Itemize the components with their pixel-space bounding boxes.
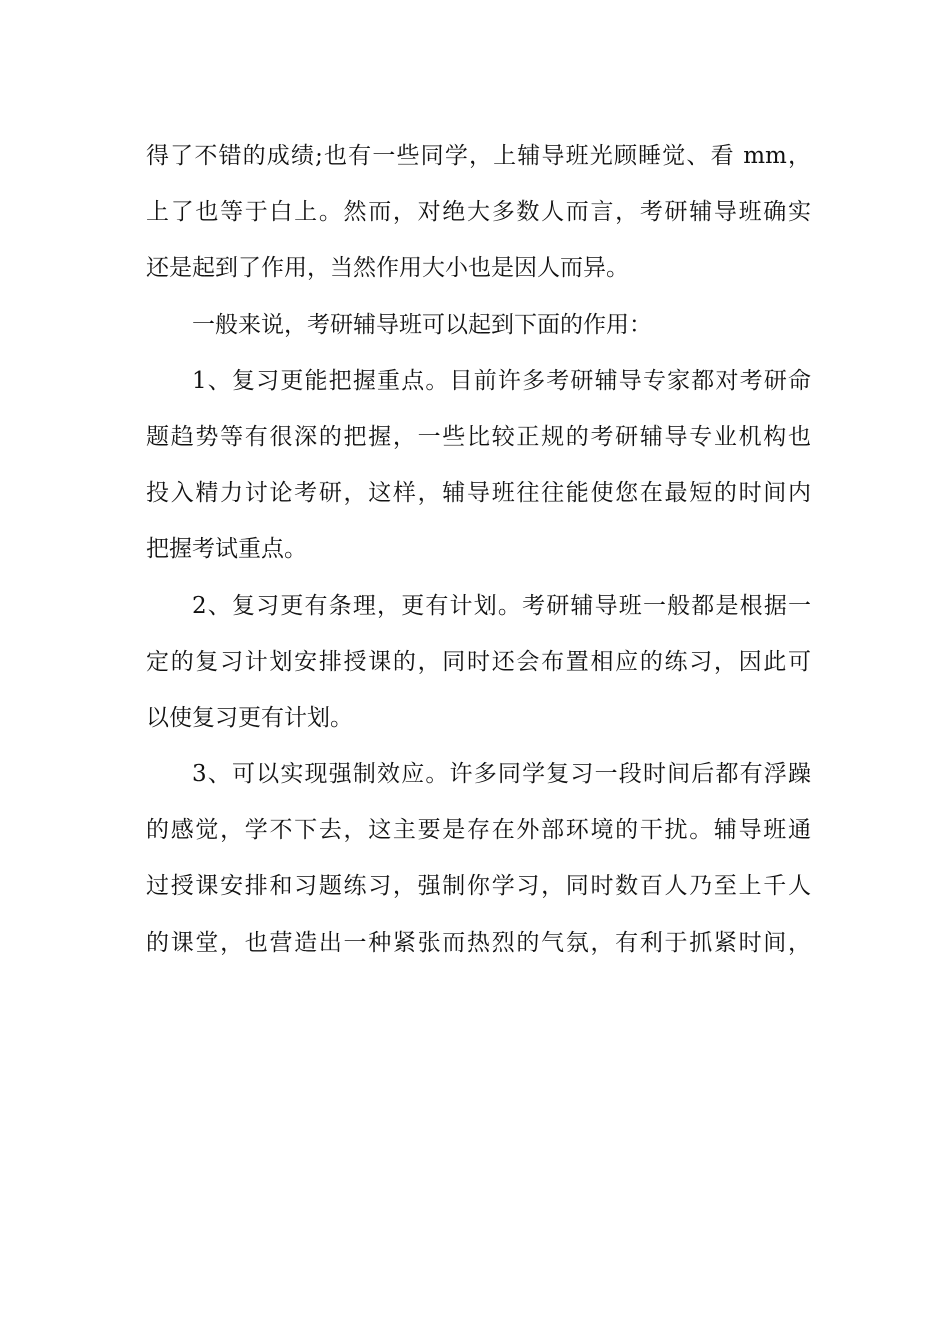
text-line: 的感觉，学不下去，这主要是存在外部环境的干扰。辅导班通: [146, 817, 811, 844]
text-line: 过授课安排和习题练习，强制你学习，同时数百人乃至上千人: [146, 873, 811, 900]
text-line: 题趋势等有很深的把握，一些比较正规的考研辅导专业机构也: [146, 423, 811, 450]
text-line: 定的复习计划安排授课的，同时还会布置相应的练习，因此可: [146, 648, 811, 675]
text-line: 投入精力讨论考研，这样，辅导班往往能使您在最短的时间内: [146, 480, 811, 507]
text-line: 3、可以实现强制效应。许多同学复习一段时间后都有浮躁: [192, 761, 811, 788]
text-line: 一般来说，考研辅导班可以起到下面的作用：: [192, 311, 652, 338]
document-body: [146, 128, 811, 971]
text-line: 以使复习更有计划。: [146, 704, 353, 731]
text-line: 2、复习更有条理，更有计划。考研辅导班一般都是根据一: [192, 592, 811, 619]
text-line: 的课堂，也营造出一种紧张而热烈的气氛，有利于抓紧时间，: [146, 929, 811, 956]
text-line: 还是起到了作用，当然作用大小也是因人而异。: [146, 255, 629, 282]
text-line: 1、复习更能把握重点。目前许多考研辅导专家都对考研命: [192, 367, 811, 394]
text-line: 上了也等于白上。然而，对绝大多数人而言，考研辅导班确实: [146, 199, 811, 226]
text-line: 把握考试重点。: [146, 536, 307, 563]
text-line: 得了不错的成绩;也有一些同学，上辅导班光顾睡觉、看 mm，: [146, 143, 811, 169]
